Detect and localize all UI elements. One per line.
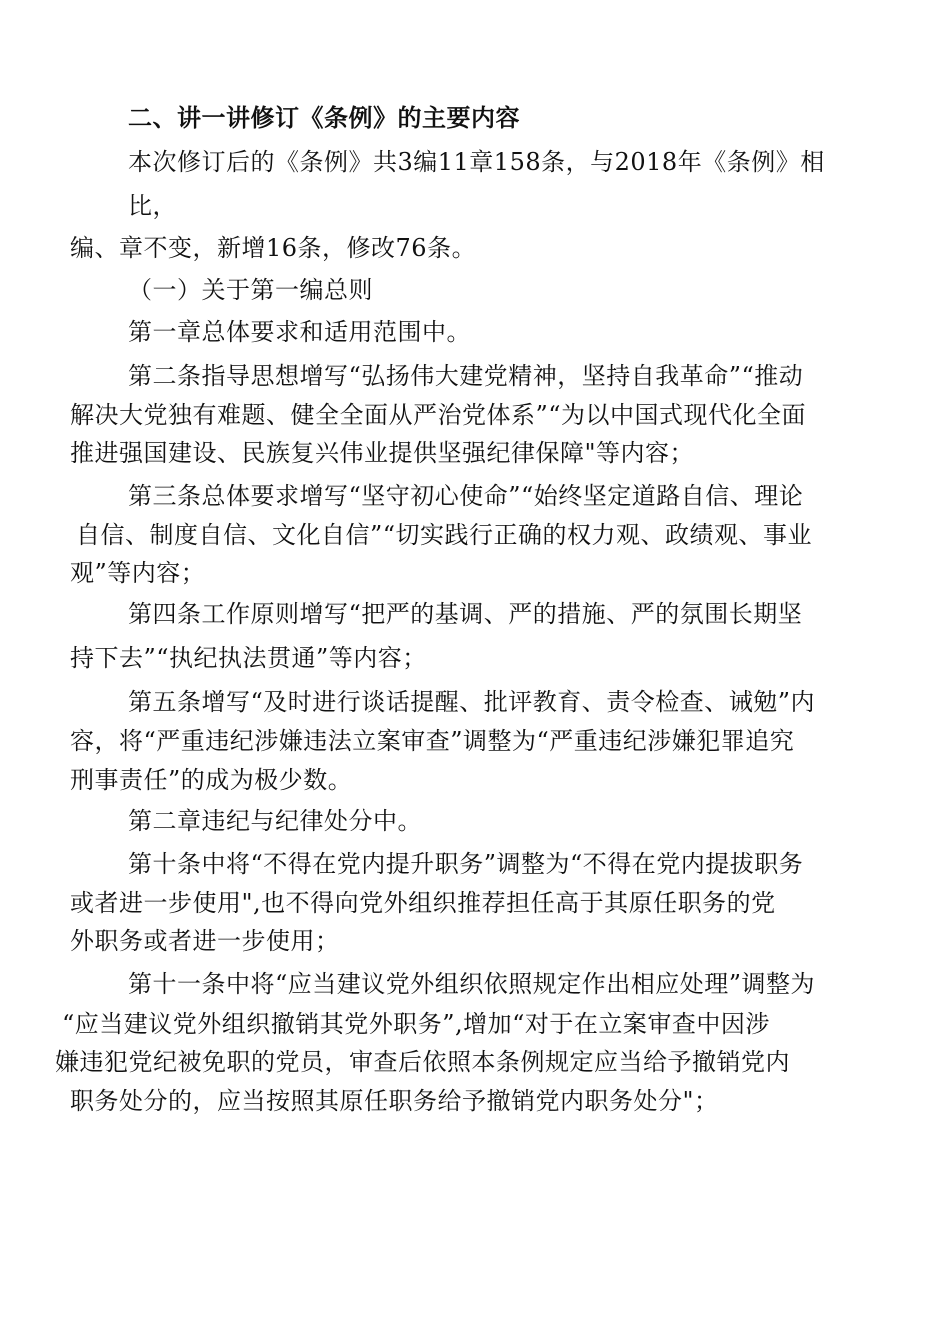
article-5-line-1: 第五条增写“及时进行谈话提醒、批评教育、责令检查、诫勉”内 xyxy=(128,688,816,716)
article-11-line-2: “应当建议党外组织撤销其党外职务”,增加“对于在立案审查中因涉 xyxy=(62,1010,770,1038)
article-2-line-1: 第二条指导思想增写“弘扬伟大建党精神，坚持自我革命”“推动 xyxy=(128,362,804,390)
article-11-line-1: 第十一条中将“应当建议党外组织依照规定作出相应处理”调整为 xyxy=(128,970,816,998)
article-4-line-1: 第四条工作原则增写“把严的基调、严的措施、严的氛围长期坚 xyxy=(128,600,803,628)
section-heading: 二、讲一讲修订《条例》的主要内容 xyxy=(128,104,520,132)
intro-line-2: 比， xyxy=(128,192,177,220)
sub-heading: （一）关于第一编总则 xyxy=(128,276,373,304)
article-11-line-3: 嫌违犯党纪被免职的党员，审查后依照本条例规定应当给予撤销党内 xyxy=(55,1048,790,1076)
article-4-line-2: 持下去”“执纪执法贯通”等内容； xyxy=(70,644,427,672)
article-2-line-2: 解决大党独有难题、健全全面从严治党体系”“为以中国式现代化全面 xyxy=(70,401,807,429)
chapter-1-heading: 第一章总体要求和适用范围中。 xyxy=(128,318,471,346)
article-5-line-3: 刑事责任”的成为极少数。 xyxy=(70,766,353,794)
intro-line-1: 本次修订后的《条例》共3编11章158条，与2018年《条例》相 xyxy=(128,148,825,176)
article-10-line-1: 第十条中将“不得在党内提升职务”调整为“不得在党内提拔职务 xyxy=(128,850,804,878)
article-3-line-1: 第三条总体要求增写“坚守初心使命”“始终坚定道路自信、理论 xyxy=(128,482,804,510)
article-5-line-2: 容，将“严重违纪涉嫌违法立案审查”调整为“严重违纪涉嫌犯罪追究 xyxy=(70,727,795,755)
intro-line-3: 编、章不变，新增16条，修改76条。 xyxy=(70,234,477,262)
chapter-2-heading: 第二章违纪与纪律处分中。 xyxy=(128,807,422,835)
article-10-line-3: 外职务或者进一步使用； xyxy=(70,927,340,955)
article-11-line-4: 职务处分的，应当按照其原任职务给予撤销党内职务处分"； xyxy=(70,1087,719,1115)
article-3-line-3: 观”等内容； xyxy=(70,559,206,587)
article-3-line-2: 自信、制度自信、文化自信”“切实践行正确的权力观、政绩观、事业 xyxy=(76,521,813,549)
article-10-line-2: 或者进一步使用",也不得向党外组织推荐担任高于其原任职务的党 xyxy=(70,889,776,917)
article-2-line-3: 推进强国建设、民族复兴伟业提供坚强纪律保障"等内容； xyxy=(70,439,695,467)
